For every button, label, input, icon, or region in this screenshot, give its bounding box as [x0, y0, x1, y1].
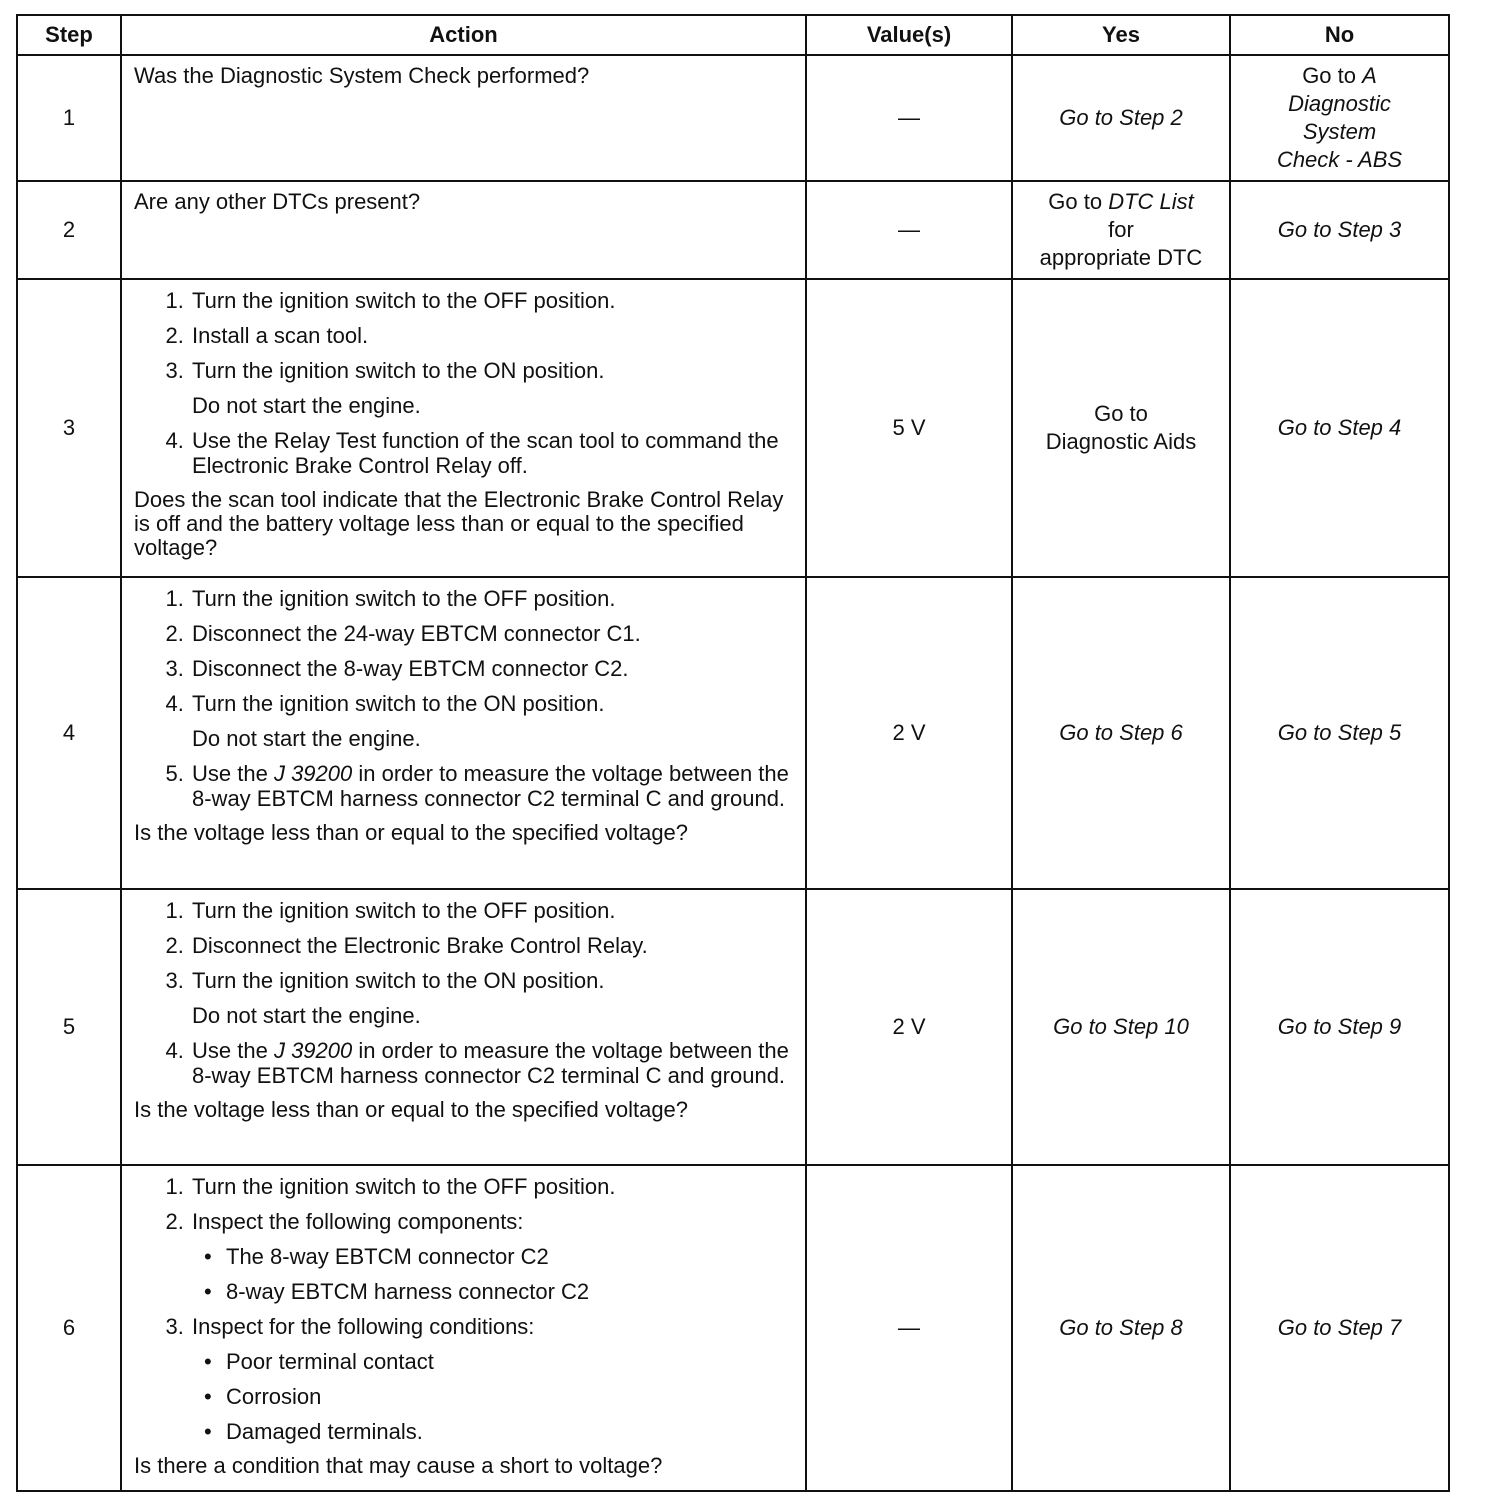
- list-item: 2. Install a scan tool.: [190, 323, 795, 348]
- header-action: Action: [121, 15, 806, 55]
- value-cell: 5 V: [806, 279, 1012, 577]
- value-cell: —: [806, 55, 1012, 181]
- table-row: [17, 279, 1449, 577]
- list-item: 1. Turn the ignition switch to the OFF position.: [190, 288, 795, 313]
- action-cell: [121, 577, 806, 889]
- bullet-item: • Poor terminal contact: [226, 1349, 795, 1374]
- no-link[interactable]: Go to Step 3: [1230, 181, 1449, 279]
- yes-link[interactable]: Go to Step 6: [1012, 577, 1230, 889]
- step-number: 3: [17, 279, 121, 577]
- bullet-item: • Damaged terminals.: [226, 1419, 795, 1444]
- yes-link[interactable]: Go to Step 2: [1012, 55, 1230, 181]
- procedure-list: [134, 898, 795, 1088]
- list-item: 3. Turn the ignition switch to the ON position. Do not start the engine.: [190, 968, 795, 1028]
- note-text: Do not start the engine.: [192, 393, 421, 418]
- tool-name: J 39200: [273, 1038, 353, 1063]
- question-text: Does the scan tool indicate that the Electronic Brake Control Relay is off and the battery voltage less than or equal to the specified voltage?: [134, 487, 784, 560]
- note-text: Do not start the engine.: [192, 726, 421, 751]
- yes-link[interactable]: Go to Step 8: [1012, 1165, 1230, 1491]
- list-item: 4. Turn the ignition switch to the ON position. Do not start the engine.: [190, 691, 795, 751]
- yes-link[interactable]: Go to Step 10: [1012, 889, 1230, 1165]
- list-item: 3. Inspect for the following conditions: • Poor terminal contact • Corrosion • Damaged terminals.: [190, 1314, 795, 1444]
- bullet-list: [192, 1349, 795, 1444]
- value-cell: —: [806, 181, 1012, 279]
- yes-link[interactable]: Go to DTC List for appropriate DTC: [1012, 181, 1230, 279]
- value-cell: 2 V: [806, 577, 1012, 889]
- no-link[interactable]: Go to Step 5: [1230, 577, 1449, 889]
- header-yes: Yes: [1012, 15, 1230, 55]
- list-item: 5. Use the J 39200 in order to measure the voltage between the 8-way EBTCM harness connector C2 terminal C and ground.: [190, 761, 795, 811]
- list-item: 4. Use the Relay Test function of the scan tool to command the Electronic Brake Control Relay off.: [190, 428, 795, 478]
- bullet-item: • The 8-way EBTCM connector C2: [226, 1244, 795, 1269]
- step-number: 1: [17, 55, 121, 181]
- no-link[interactable]: Go to Step 4: [1230, 279, 1449, 577]
- list-item: 2. Inspect the following components: • The 8-way EBTCM connector C2 • 8-way EBTCM harness connector C2: [190, 1209, 795, 1304]
- step-number: 6: [17, 1165, 121, 1491]
- value-cell: 2 V: [806, 889, 1012, 1165]
- list-item: 4. Use the J 39200 in order to measure the voltage between the 8-way EBTCM harness connector C2 terminal C and ground.: [190, 1038, 795, 1088]
- question-text: Is the voltage less than or equal to the specified voltage?: [134, 1097, 689, 1122]
- table-row: [17, 55, 1449, 181]
- table-row: [17, 889, 1449, 1165]
- header-step: Step: [17, 15, 121, 55]
- note-text: Do not start the engine.: [192, 1003, 421, 1028]
- yes-link[interactable]: Go to Diagnostic Aids: [1012, 279, 1230, 577]
- header-values: Value(s): [806, 15, 1012, 55]
- list-item: 1. Turn the ignition switch to the OFF position.: [190, 586, 795, 611]
- procedure-list: [134, 288, 795, 478]
- tool-name: J 39200: [273, 761, 353, 786]
- question-text: Are any other DTCs present?: [134, 189, 421, 214]
- bullet-item: • 8-way EBTCM harness connector C2: [226, 1279, 795, 1304]
- bullet-list: [192, 1244, 795, 1304]
- action-cell: [121, 279, 806, 577]
- list-item: 2. Disconnect the Electronic Brake Control Relay.: [190, 933, 795, 958]
- value-cell: —: [806, 1165, 1012, 1491]
- diagnostic-table: [16, 14, 1450, 1492]
- action-cell: [121, 1165, 806, 1491]
- action-cell: [121, 181, 806, 279]
- question-text: Was the Diagnostic System Check performed?: [134, 63, 590, 88]
- question-text: Is there a condition that may cause a short to voltage?: [134, 1453, 663, 1478]
- procedure-list: [134, 586, 795, 811]
- procedure-list: [134, 1174, 795, 1444]
- step-number: 2: [17, 181, 121, 279]
- list-item: 2. Disconnect the 24-way EBTCM connector C1.: [190, 621, 795, 646]
- list-item: 3. Disconnect the 8-way EBTCM connector C2.: [190, 656, 795, 681]
- action-cell: [121, 889, 806, 1165]
- step-number: 4: [17, 577, 121, 889]
- question-text: Is the voltage less than or equal to the specified voltage?: [134, 820, 689, 845]
- list-item: 3. Turn the ignition switch to the ON position. Do not start the engine.: [190, 358, 795, 418]
- no-link[interactable]: Go to Step 9: [1230, 889, 1449, 1165]
- bullet-item: • Corrosion: [226, 1384, 795, 1409]
- table-row: [17, 1165, 1449, 1491]
- table-row: [17, 181, 1449, 279]
- step-number: 5: [17, 889, 121, 1165]
- header-row: [17, 15, 1449, 55]
- action-cell: [121, 55, 806, 181]
- list-item: 1. Turn the ignition switch to the OFF position.: [190, 898, 795, 923]
- table-row: [17, 577, 1449, 889]
- no-link[interactable]: Go to Step 7: [1230, 1165, 1449, 1491]
- no-link[interactable]: Go to A Diagnostic System Check - ABS: [1230, 55, 1449, 181]
- header-no: No: [1230, 15, 1449, 55]
- list-item: 1. Turn the ignition switch to the OFF position.: [190, 1174, 795, 1199]
